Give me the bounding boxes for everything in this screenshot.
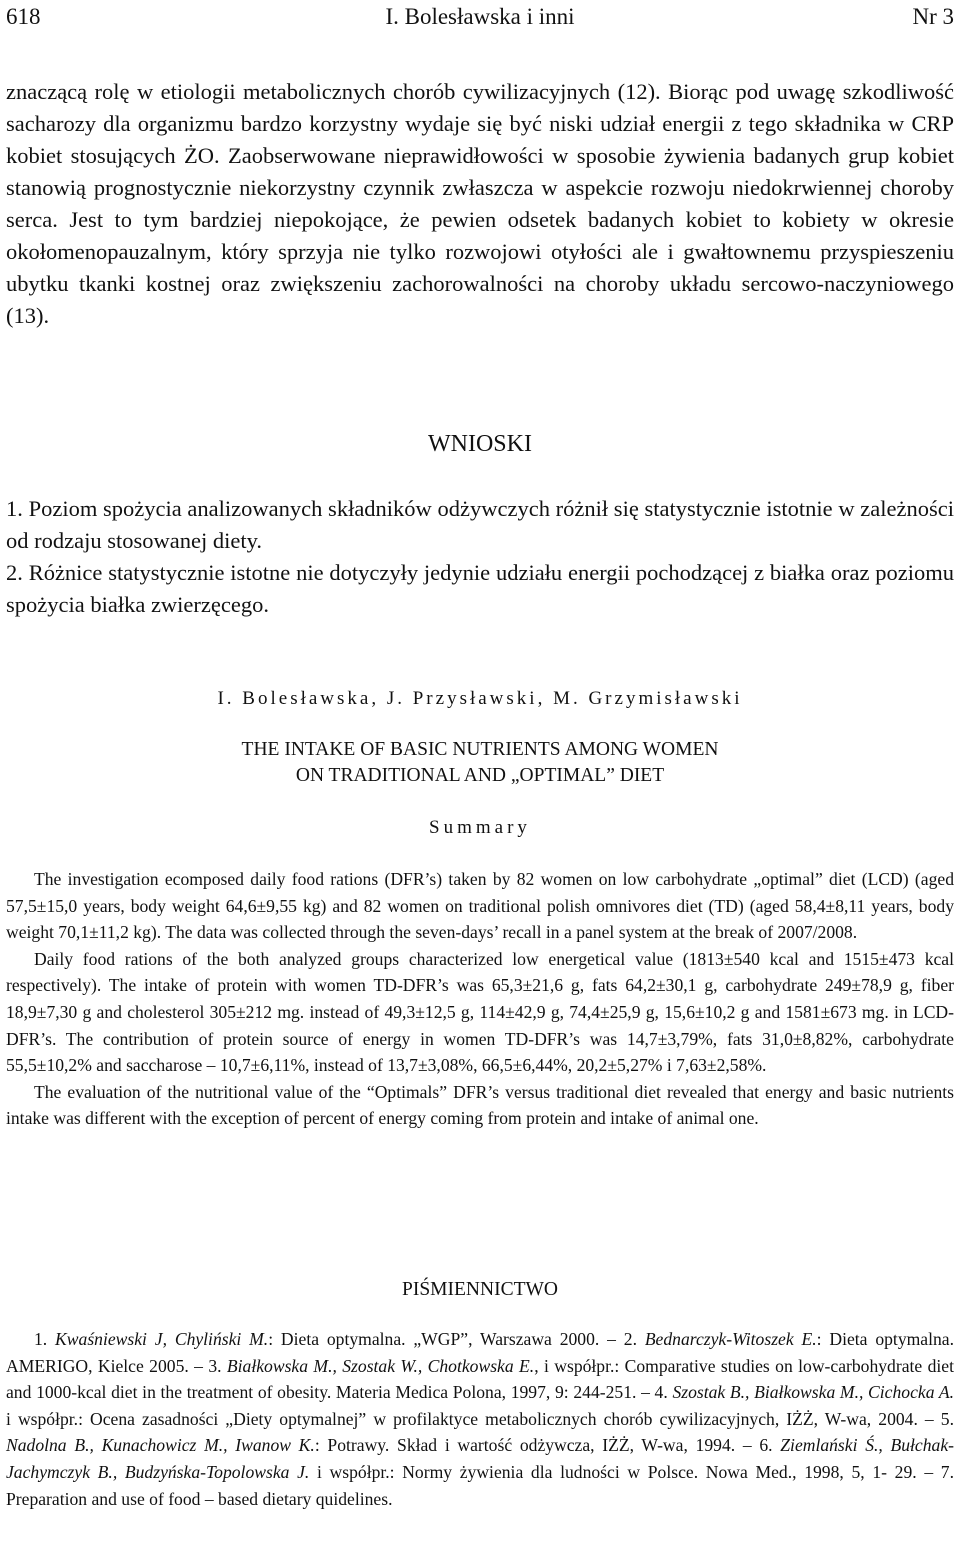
running-header — [6, 2, 954, 32]
reference-text: i współpr.: Normy żywienia dla ludności w Polsce. Nowa Med., 1998, 5, 1- 29. – 7. Preparation and use of food – based dietary quidelines. — [6, 1461, 954, 1509]
reference-authors: Nadolna B., Kunachowicz M., Iwanow K. — [6, 1435, 315, 1456]
reference-authors: Szostak B., Białkowska M., Cichocka A. — [672, 1382, 955, 1403]
english-title — [6, 737, 954, 789]
reference-authors: Ziemlański Ś., Bułchak-Jachymczyk B., Budzyńska-Topolowska J. — [6, 1435, 954, 1482]
summary-paragraph: The investigation ecomposed daily food rations (DFR’s) taken by 82 women on low carbohydrate „optimal” diet (LCD) (aged 57,5±15,0 years, body weight 64,6±9,55 kg) and 82 women on traditional polish omnivores diet (TD) (aged 58,4±8,11 years, body weight 70,1±11,2 kg). The data was collected through the seven-days’ recall in a panel system at the break of 2007/2008. — [6, 869, 954, 943]
reference-text: 1. — [34, 1329, 56, 1349]
summary-body — [6, 866, 954, 1132]
english-title-line: THE INTAKE OF BASIC NUTRIENTS AMONG WOMEN — [241, 739, 719, 760]
page-number: 618 — [6, 4, 41, 29]
conclusion-item: 2. Różnice statystycznie istotne nie dotyczyły jedynie udziału energii pochodzącej z białka oraz poziomu spożycia białka zwierzęcego. — [6, 560, 954, 617]
summary-paragraph: Daily food rations of the both analyzed groups characterized low energetical value (1813±540 kcal and 1515±473 kcal respectively). The intake of protein with women TD-DFR’s was 65,3±21,6 g, fats 64,2±30,1 g, carbohydrate 249±78,9 g, fiber 18,9±7,30 g and cholesterol 305±212 mg. instead of 49,3±12,5 g, 114±42,9 g, 74,4±25,9 g, 15,6±10,2 g and 1581±673 mg. in LCD-DFR’s. The contribution of protein source of energy in women TD-DFR’s was 14,7±3,79%, fats 31,0±8,82%, carbohydrate 55,5±10,2% and saccharose – 10,7±6,11%, instead of 13,7±3,08%, 66,5±6,44%, 20,2±5,27% i 7,63±2,58%. — [6, 948, 954, 1076]
running-title: I. Bolesławska i inni — [385, 4, 575, 29]
references-paragraph — [6, 1326, 954, 1512]
issue-number: Nr 3 — [912, 4, 954, 29]
conclusions-list — [6, 493, 954, 621]
summary-paragraph: The evaluation of the nutritional value of the “Optimals” DFR’s versus traditional diet revealed that energy and basic nutrients intake was different with the exception of percent of energy coming from protein and intake of animal one. — [6, 1081, 954, 1129]
conclusions-heading: WNIOSKI — [428, 431, 532, 457]
reference-authors: Bednarczyk-Witoszek E. — [644, 1329, 817, 1349]
english-title-line: ON TRADITIONAL AND „OPTIMAL” DIET — [295, 765, 665, 786]
conclusion-item: 1. Poziom spożycia analizowanych składników odżywczych różnił się statystycznie istotnie w zależności od rodzaju stosowanej diety. — [6, 496, 954, 553]
reference-text: i współpr.: Ocena zasadności „Diety optymalnej” w profilaktyce metabolicznych chorób cywilizacyjnych, IŻŻ, W-wa, 2004. – 5. — [6, 1408, 954, 1429]
discussion-section — [6, 76, 954, 332]
reference-text: : Potrawy. Skład i wartość odżywcza, IŻŻ, W-wa, 1994. – 6. — [314, 1435, 781, 1456]
summary-heading: Summary — [429, 817, 531, 838]
references-section — [6, 1326, 954, 1512]
references-heading: PIŚMIENNICTWO — [402, 1279, 558, 1300]
reference-text: , i współpr.: Comparative studies on low-carbohydrate diet and 1000-kcal diet in the treatment of obesity. Materia Medica Polona, 1997, 9: 244-251. – 4. — [6, 1355, 954, 1403]
reference-authors: Białkowska M., Szostak W., Chotkowska E. — [226, 1355, 535, 1376]
discussion-paragraph: znaczącą rolę w etiologii metabolicznych chorób cywilizacyjnych (12). Biorąc pod uwagę szkodliwość sacharozy dla organizmu bardzo korzystny wydaje się być niski udział energii z tego składnika w CRP kobiet stosujących ŻO. Zaobserwowane nieprawidłowości w sposobie żywienia badanych grup kobiet stanowią prognostycznie niekorzystny czynnik zwłaszcza w aspekcie rozwoju niedokrwiennej choroby serca. Jest to tym bardziej niepokojące, że pewien odsetek badanych kobiet to kobiety w okresie okołomenopauzalnym, który sprzyja nie tylko rozwojowi otyłości ale i gwałtownemu przyspieszeniu ubytku tkanki kostnej oraz zwiększeniu zachorowalności na choroby układu sercowo-naczyniowego (13). — [6, 79, 954, 328]
english-authors: I. Bolesławska, J. Przysławski, M. Grzymisławski — [217, 688, 743, 709]
reference-text: : Dieta optymalna. AMERIGO, Kielce 2005. – 3. — [6, 1329, 954, 1376]
reference-authors: Kwaśniewski J, Chyliński M. — [55, 1329, 269, 1349]
reference-text: : Dieta optymalna. „WGP”, Warszawa 2000. – 2. — [268, 1329, 645, 1349]
